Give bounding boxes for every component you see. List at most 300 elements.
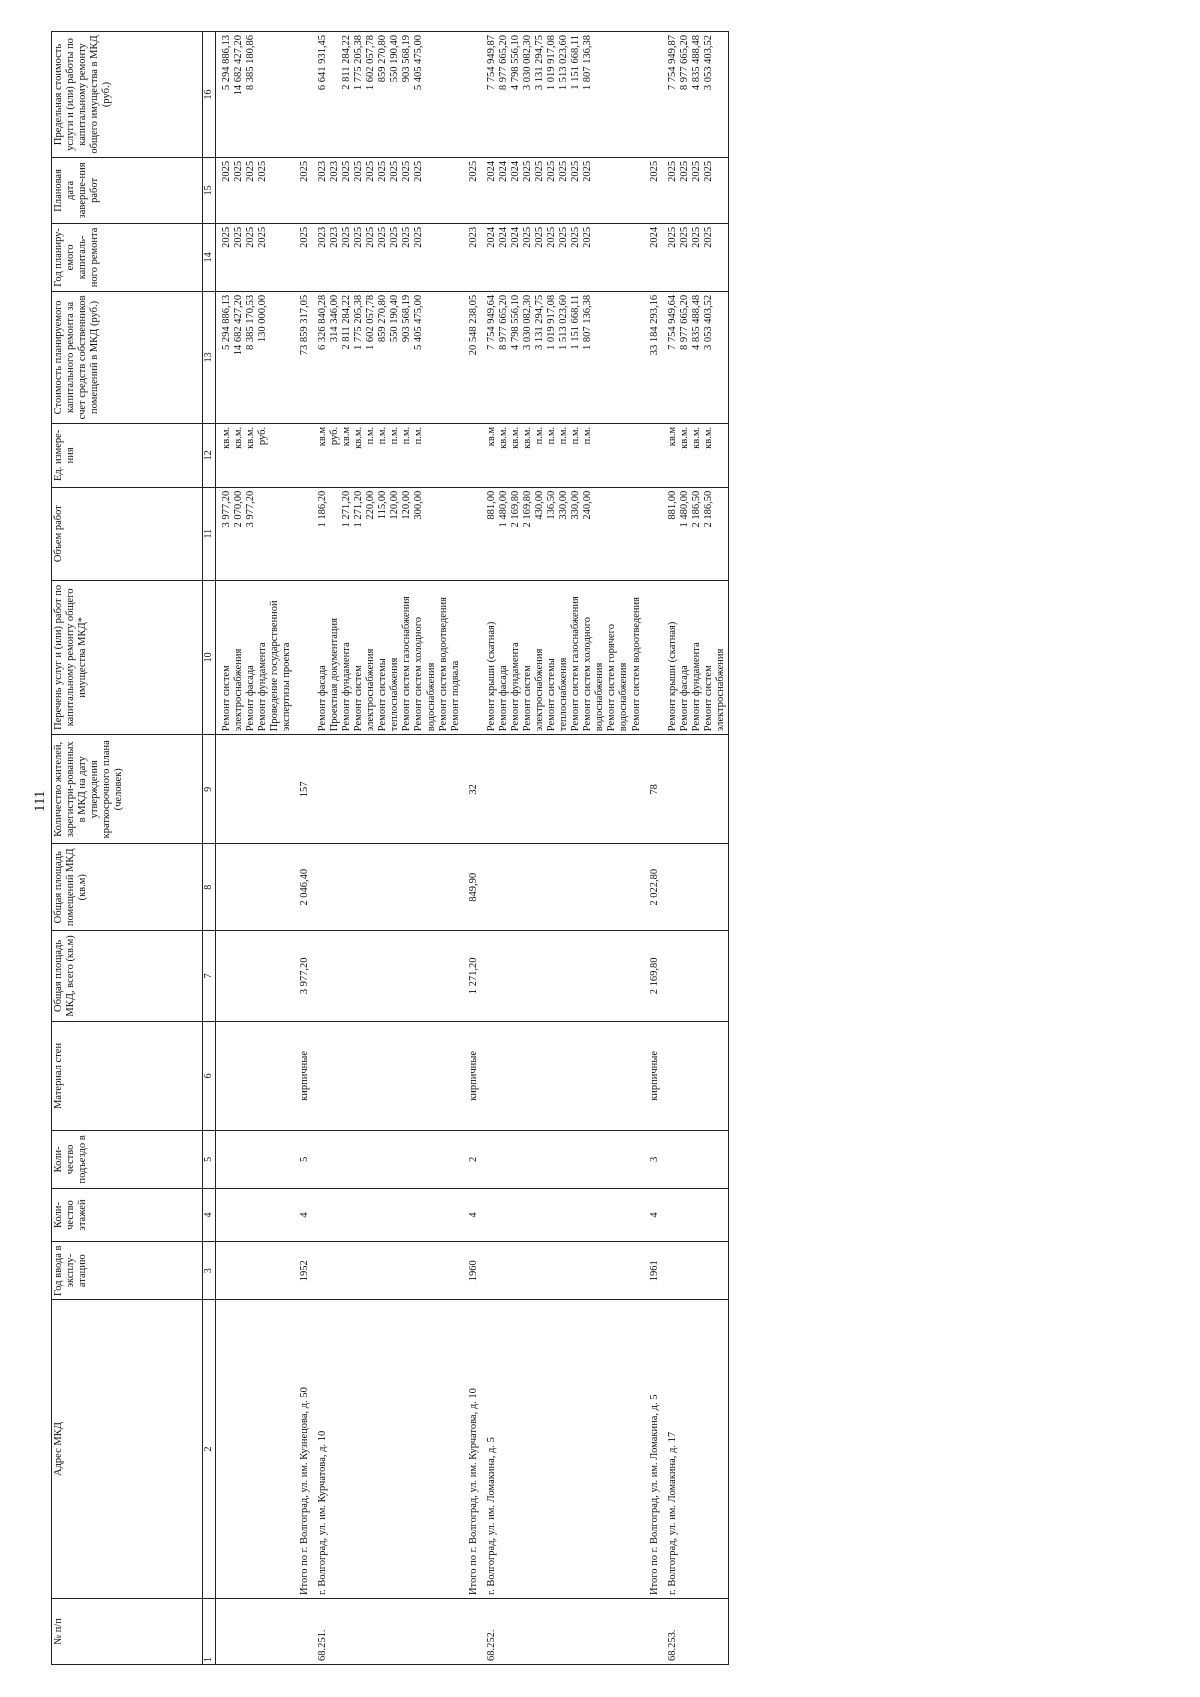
empty-cell bbox=[481, 1021, 644, 1130]
empty-cell bbox=[215, 931, 294, 1022]
area-total: 3 977,20 bbox=[294, 931, 312, 1022]
end-year: 2025 bbox=[582, 160, 594, 182]
limit-value: 2 811 284,22 bbox=[341, 35, 353, 90]
unit-value: кв.м. bbox=[220, 426, 232, 449]
cost-value: 1 807 136,38 bbox=[582, 294, 594, 351]
wall-material: кирпичные bbox=[463, 1021, 481, 1130]
limit-value: 4 798 556,10 bbox=[509, 35, 521, 91]
repair-year: 2025 bbox=[690, 226, 702, 248]
cost-value: 1 019 917,08 bbox=[546, 294, 558, 351]
volume-value: 115,00 bbox=[377, 490, 389, 520]
column-number-15: 15 bbox=[203, 157, 216, 223]
floors: 4 bbox=[463, 1188, 481, 1242]
volume-value: 1 271,20 bbox=[341, 490, 353, 528]
limit bbox=[294, 32, 312, 158]
repair-year-cell bbox=[215, 223, 294, 291]
wall-material: кирпичные bbox=[294, 1021, 312, 1130]
residents: 78 bbox=[644, 735, 662, 844]
unit-value: кв.м bbox=[485, 426, 497, 447]
unit-value: п.м. bbox=[377, 426, 389, 445]
end-year: 2025 bbox=[365, 160, 377, 182]
floors: 4 bbox=[294, 1188, 312, 1242]
area-total: 1 271,20 bbox=[463, 931, 481, 1022]
cost-value: 903 568,19 bbox=[401, 294, 413, 343]
limit-value: 903 568,19 bbox=[401, 35, 413, 83]
work-item: Ремонт систем горячего водоснабжения bbox=[606, 624, 630, 732]
limit-value: 4 835 488,48 bbox=[690, 35, 702, 91]
repair-year: 2025 bbox=[244, 226, 256, 248]
column-header-1: № п/п bbox=[52, 1599, 203, 1665]
work-item: Ремонт систем холодного водоснабжения bbox=[413, 616, 437, 732]
total-label: Итого по г. Волгоград, ул. им. Кузнецова, д. 50 bbox=[294, 1300, 312, 1599]
total-cost: 33 184 293,16 bbox=[644, 291, 662, 423]
repair-year: 2025 bbox=[220, 226, 232, 248]
total-label: Итого по г. Волгоград, ул. им. Ломакина, д. 5 bbox=[644, 1300, 662, 1599]
year-built: 1960 bbox=[463, 1242, 481, 1300]
repair-year: 2025 bbox=[256, 226, 268, 248]
limit-value-cell bbox=[662, 32, 729, 158]
work-item: Ремонт системы теплоснабжения bbox=[377, 657, 401, 732]
cost-value: 3 131 294,75 bbox=[534, 294, 545, 351]
unit-value-cell bbox=[312, 423, 463, 487]
work-item: Ремонт фундамента bbox=[509, 642, 521, 732]
row-number bbox=[644, 1599, 662, 1665]
limit-value: 8 977 665,20 bbox=[678, 35, 690, 91]
empty-cell bbox=[215, 844, 294, 931]
work-item: Ремонт систем холодного водоснабжения bbox=[582, 616, 606, 732]
total-row bbox=[644, 32, 662, 1665]
limit-value: 1 513 023,60 bbox=[558, 35, 570, 91]
work-item: Ремонт систем электроснабжения bbox=[521, 648, 545, 732]
end-year: 2025 bbox=[244, 160, 256, 182]
end-year: 2025 bbox=[353, 160, 365, 182]
column-number-3: 3 bbox=[203, 1242, 216, 1300]
unit-value: руб. bbox=[329, 426, 340, 446]
cost-value: 314 346,00 bbox=[329, 294, 340, 343]
cost-value: 1 151 668,11 bbox=[570, 294, 582, 350]
row-number bbox=[215, 1599, 294, 1665]
volume-value: 881,00 bbox=[485, 490, 497, 520]
total-cost: 20 548 238,05 bbox=[463, 291, 481, 423]
repair-year: 2023 bbox=[329, 226, 340, 248]
residents: 32 bbox=[463, 735, 481, 844]
cost-value-cell bbox=[215, 291, 294, 423]
column-number-12: 12 bbox=[203, 423, 216, 487]
column-number-1: 1 bbox=[203, 1599, 216, 1665]
capital-repair-plan-page bbox=[51, 31, 1066, 1665]
volume-value: 2 186,50 bbox=[702, 490, 714, 528]
unit-value: п.м. bbox=[582, 426, 594, 445]
repair-year: 2025 bbox=[582, 226, 594, 248]
cost-value: 550 190,40 bbox=[389, 294, 401, 343]
unit bbox=[644, 423, 662, 487]
end-year: 2025 bbox=[678, 160, 690, 182]
volume bbox=[463, 487, 481, 580]
empty-cell bbox=[481, 1242, 644, 1300]
column-number-8: 8 bbox=[203, 844, 216, 931]
empty-cell bbox=[215, 1188, 294, 1242]
volume-value: 2 186,50 bbox=[690, 490, 702, 528]
column-header-10: Перечень услуг и (или) работ по капитальному ремонту общего имущества МКД* bbox=[52, 580, 203, 735]
address bbox=[215, 1300, 294, 1599]
end-year: 2025 bbox=[220, 160, 232, 182]
volume-value-cell bbox=[215, 487, 294, 580]
column-number-10: 10 bbox=[203, 580, 216, 735]
work-item: Ремонт фасада bbox=[244, 665, 256, 732]
work-item-cell bbox=[662, 580, 729, 735]
area-total: 2 169,80 bbox=[644, 931, 662, 1022]
cost-value: 3 030 082,30 bbox=[521, 294, 533, 351]
work-item: Ремонт систем газоснабжения bbox=[401, 596, 413, 732]
repair-year-cell bbox=[481, 223, 644, 291]
cost-value: 130 000,00 bbox=[256, 294, 268, 343]
area-rooms: 2 022,80 bbox=[644, 844, 662, 931]
volume-value: 1 480,00 bbox=[678, 490, 690, 528]
end-year: 2025 bbox=[521, 160, 533, 182]
end-year: 2025 bbox=[666, 160, 678, 182]
empty-cell bbox=[312, 931, 463, 1022]
work-item-cell bbox=[312, 580, 463, 735]
limit-value-cell bbox=[481, 32, 644, 158]
total-row bbox=[294, 32, 312, 1665]
column-number-7: 7 bbox=[203, 931, 216, 1022]
repair-year: 2025 bbox=[702, 226, 714, 248]
empty-cell bbox=[481, 844, 644, 931]
volume-value: 3 977,20 bbox=[220, 490, 232, 528]
cost-value: 5 405 475,00 bbox=[413, 294, 425, 351]
repair-year: 2023 bbox=[316, 226, 328, 248]
unit-value: кв.м. bbox=[690, 426, 702, 449]
total-row bbox=[463, 32, 481, 1665]
limit-value: 7 754 949,87 bbox=[666, 35, 678, 91]
limit-value: 6 641 931,45 bbox=[316, 35, 328, 91]
empty-cell bbox=[481, 931, 644, 1022]
unit-value: п.м. bbox=[546, 426, 558, 445]
volume-value: 881,00 bbox=[666, 490, 678, 520]
unit-value: п.м. bbox=[401, 426, 413, 445]
unit-value: п.м. bbox=[413, 426, 425, 445]
empty-cell bbox=[312, 1021, 463, 1130]
cost-value: 1 513 023,60 bbox=[558, 294, 570, 351]
volume-value bbox=[329, 491, 341, 577]
repair-year: 2025 bbox=[521, 226, 533, 248]
end-year: 2025 bbox=[413, 160, 425, 182]
empty-cell bbox=[215, 1131, 294, 1189]
repair-year: 2025 bbox=[678, 226, 690, 248]
empty-cell bbox=[312, 1242, 463, 1300]
entrances: 3 bbox=[644, 1131, 662, 1189]
limit-value: 3 053 403,52 bbox=[702, 35, 714, 91]
column-number-14: 14 bbox=[203, 223, 216, 291]
empty-cell bbox=[481, 735, 644, 844]
work-item: Ремонт крыши (скатная) bbox=[666, 621, 678, 732]
row-number bbox=[463, 1599, 481, 1665]
column-number-5: 5 bbox=[203, 1131, 216, 1189]
column-number-2: 2 bbox=[203, 1300, 216, 1599]
total-year: 2025 bbox=[294, 223, 312, 291]
address: г. Волгоград, ул. им. Курчатова, д. 10 bbox=[312, 1300, 463, 1599]
column-header-5: Коли-чество подъездо в bbox=[52, 1131, 203, 1189]
limit-value: 1 151 668,11 bbox=[570, 35, 582, 90]
limit-value: 3 131 294,75 bbox=[534, 35, 545, 91]
cost-value: 7 754 949,64 bbox=[666, 294, 678, 351]
work-item: Проектная документация bbox=[329, 618, 340, 732]
repair-year: 2025 bbox=[558, 226, 570, 248]
cost-value: 1 602 057,78 bbox=[365, 294, 377, 351]
limit-value: 14 682 427,20 bbox=[232, 35, 244, 96]
unit-value: руб. bbox=[256, 426, 268, 446]
entrances: 5 bbox=[294, 1131, 312, 1189]
limit-value: 1 019 917,08 bbox=[546, 35, 558, 91]
limit bbox=[644, 32, 662, 158]
column-header-9: Количество жителей, зарегистри-рованных в МКД на дату утверждения краткосрочного плана (человек) bbox=[52, 735, 203, 844]
cost-value-cell bbox=[312, 291, 463, 423]
unit-value: кв.м. bbox=[521, 426, 533, 449]
empty-cell bbox=[662, 1021, 729, 1130]
work-item: Ремонт фундамента bbox=[256, 642, 268, 732]
end-year-cell bbox=[481, 157, 644, 223]
empty-cell bbox=[662, 931, 729, 1022]
empty-cell bbox=[481, 1188, 644, 1242]
wall-material: кирпичные bbox=[644, 1021, 662, 1130]
volume-value-cell bbox=[662, 487, 729, 580]
limit-value: 1 807 136,38 bbox=[582, 35, 594, 91]
repair-year: 2025 bbox=[353, 226, 365, 248]
repair-year: 2024 bbox=[497, 226, 509, 248]
volume-value: 120,00 bbox=[389, 490, 401, 520]
address: г. Волгоград, ул. им. Ломакина, д. 17 bbox=[662, 1300, 729, 1599]
cost-value: 5 294 886,13 bbox=[220, 294, 232, 351]
work-item: Ремонт систем электроснабжения bbox=[702, 648, 726, 732]
unit-value: кв.м. bbox=[678, 426, 690, 449]
volume-value: 1 480,00 bbox=[497, 490, 509, 528]
empty-cell bbox=[662, 1242, 729, 1300]
limit-value: 1 602 057,78 bbox=[365, 35, 377, 91]
limit-value: 3 030 082,30 bbox=[521, 35, 533, 91]
column-number-13: 13 bbox=[203, 291, 216, 423]
volume-value: 330,00 bbox=[558, 490, 570, 520]
column-header-8: Общая площадь помещений МКД (кв.м) bbox=[52, 844, 203, 931]
repair-year: 2025 bbox=[365, 226, 377, 248]
total-year: 2023 bbox=[463, 223, 481, 291]
cost-value: 859 270,80 bbox=[377, 294, 389, 343]
column-number-11: 11 bbox=[203, 487, 216, 580]
end-year: 2024 bbox=[485, 160, 497, 182]
limit-value: 1 775 205,38 bbox=[353, 35, 365, 91]
cost-value: 2 811 284,22 bbox=[341, 294, 353, 350]
empty-cell bbox=[215, 1242, 294, 1300]
work-item-cell bbox=[215, 580, 294, 735]
cost-value: 4 798 556,10 bbox=[509, 294, 521, 351]
end-year: 2023 bbox=[329, 160, 340, 182]
cost-value: 4 835 488,48 bbox=[690, 294, 702, 351]
end-year: 2025 bbox=[534, 160, 545, 182]
volume-value: 1 271,20 bbox=[353, 490, 365, 528]
work-item: Ремонт систем водоотведения bbox=[437, 597, 449, 732]
end-year: 2025 bbox=[256, 160, 268, 182]
column-header-15: Плановая дата заверше-ния работ bbox=[52, 157, 203, 223]
repair-year: 2025 bbox=[546, 226, 558, 248]
repair-year: 2025 bbox=[570, 226, 582, 248]
repair-year: 2025 bbox=[413, 226, 425, 248]
floors: 4 bbox=[644, 1188, 662, 1242]
total-cost: 73 859 317,05 bbox=[294, 291, 312, 423]
end-year: 2025 bbox=[232, 160, 244, 182]
empty-cell bbox=[312, 1188, 463, 1242]
row-number bbox=[294, 1599, 312, 1665]
total-label: Итого по г. Волгоград, ул. им. Курчатова, д. 10 bbox=[463, 1300, 481, 1599]
work-item: Ремонт подвала bbox=[449, 660, 461, 732]
work-item: Ремонт фундамента bbox=[690, 642, 702, 732]
empty-cell bbox=[662, 735, 729, 844]
total-end: 2025 bbox=[294, 157, 312, 223]
column-number-6: 6 bbox=[203, 1021, 216, 1130]
work-item: Ремонт систем газоснабжения bbox=[570, 596, 582, 732]
work-item: Ремонт фасада bbox=[316, 665, 328, 732]
work-item: Ремонт систем электроснабжения bbox=[220, 648, 244, 732]
volume-value: 120,00 bbox=[401, 490, 413, 520]
unit-value: п.м. bbox=[365, 426, 377, 445]
empty-cell bbox=[662, 1188, 729, 1242]
volume-value-cell bbox=[481, 487, 644, 580]
unit-value: кв.м bbox=[666, 426, 678, 447]
end-year-cell bbox=[662, 157, 729, 223]
works bbox=[294, 580, 312, 735]
unit-value-cell bbox=[481, 423, 644, 487]
column-header-16: Предельная стоимость услуги и (или) работы по капитальному ремонту общего имущества в МКД (руб.) bbox=[52, 32, 203, 158]
table-row bbox=[215, 32, 294, 1665]
cost-value: 1 775 205,38 bbox=[353, 294, 365, 351]
volume-value: 2 169,80 bbox=[521, 490, 533, 528]
repair-year: 2025 bbox=[389, 226, 401, 248]
volume-value: 2 169,80 bbox=[509, 490, 521, 528]
area-rooms: 2 046,40 bbox=[294, 844, 312, 931]
works bbox=[463, 580, 481, 735]
limit bbox=[463, 32, 481, 158]
cost-value: 8 385 170,53 bbox=[244, 294, 256, 351]
column-header-3: Год ввода в эксплу-атацию bbox=[52, 1242, 203, 1300]
table-row bbox=[662, 32, 729, 1665]
limit-value: 550 190,40 bbox=[389, 35, 401, 83]
empty-cell bbox=[215, 735, 294, 844]
unit-value: п.м. bbox=[558, 426, 570, 445]
work-item: Ремонт фасада bbox=[497, 665, 509, 732]
row-number: 68.251. bbox=[312, 1599, 463, 1665]
empty-cell bbox=[312, 1131, 463, 1189]
repair-year: 2024 bbox=[485, 226, 497, 248]
column-header-11: Объем работ bbox=[52, 487, 203, 580]
limit-value: 8 977 665,20 bbox=[497, 35, 509, 91]
address: г. Волгоград, ул. им. Ломакина, д. 5 bbox=[481, 1300, 644, 1599]
works bbox=[644, 580, 662, 735]
column-header-2: Адрес МКД bbox=[52, 1300, 203, 1599]
area-rooms: 849,90 bbox=[463, 844, 481, 931]
cost-value: 6 326 840,28 bbox=[316, 294, 328, 351]
cost-value-cell bbox=[662, 291, 729, 423]
column-header-12: Ед. измере-ния bbox=[52, 423, 203, 487]
total-year: 2024 bbox=[644, 223, 662, 291]
unit-value: кв.м bbox=[316, 426, 328, 447]
unit-value: п.м. bbox=[389, 426, 401, 445]
column-header-13: Стоимость планируемого капитального ремонта за счет средств собственников помещений в МКД (руб.) bbox=[52, 291, 203, 423]
repair-year: 2025 bbox=[666, 226, 678, 248]
limit-value: 859 270,80 bbox=[377, 35, 389, 83]
end-year: 2025 bbox=[558, 160, 570, 182]
unit-value: кв.м. bbox=[244, 426, 256, 449]
work-item: Ремонт системы теплоснабжения bbox=[546, 657, 570, 732]
column-header-6: Материал стен bbox=[52, 1021, 203, 1130]
end-year-cell bbox=[312, 157, 463, 223]
residents: 157 bbox=[294, 735, 312, 844]
cost-value-cell bbox=[481, 291, 644, 423]
unit-value: кв.м bbox=[341, 426, 353, 447]
column-header-14: Год планиру-емого капиталь-ного ремонта bbox=[52, 223, 203, 291]
volume bbox=[294, 487, 312, 580]
empty-cell bbox=[662, 844, 729, 931]
work-item: Проведение государственной экспертизы проекта bbox=[268, 600, 292, 732]
end-year: 2024 bbox=[509, 160, 521, 182]
repair-year-cell bbox=[662, 223, 729, 291]
entrances: 2 bbox=[463, 1131, 481, 1189]
year-built: 1952 bbox=[294, 1242, 312, 1300]
work-item: Ремонт фундамента bbox=[341, 642, 353, 732]
empty-cell bbox=[312, 735, 463, 844]
volume-value: 330,00 bbox=[570, 490, 582, 520]
end-year: 2025 bbox=[401, 160, 413, 182]
cost-value: 7 754 949,64 bbox=[485, 294, 497, 351]
repair-year: 2024 bbox=[509, 226, 521, 248]
end-year: 2023 bbox=[316, 160, 328, 182]
unit-value: кв.м. bbox=[232, 426, 244, 449]
column-header-4: Коли-чество этажей bbox=[52, 1188, 203, 1242]
volume bbox=[644, 487, 662, 580]
repair-year: 2025 bbox=[534, 226, 545, 248]
unit-value: кв.м. bbox=[353, 426, 365, 449]
work-item: Ремонт систем электроснабжения bbox=[353, 648, 377, 732]
limit-value-cell bbox=[215, 32, 294, 158]
work-item: Ремонт систем водоотведения bbox=[630, 597, 642, 732]
volume-value: 2 070,00 bbox=[232, 490, 244, 528]
capital-repair-table bbox=[51, 31, 729, 1665]
end-year: 2025 bbox=[377, 160, 389, 182]
column-header-7: Общая площадь МКД, всего (кв.м) bbox=[52, 931, 203, 1022]
column-number-16: 16 bbox=[203, 32, 216, 158]
end-year-cell bbox=[215, 157, 294, 223]
limit-value-cell bbox=[312, 32, 463, 158]
year-built: 1961 bbox=[644, 1242, 662, 1300]
empty-cell bbox=[481, 1131, 644, 1189]
cost-value: 14 682 427,20 bbox=[232, 294, 244, 356]
end-year: 2025 bbox=[702, 160, 714, 182]
cost-value: 8 977 665,20 bbox=[497, 294, 509, 351]
end-year: 2025 bbox=[690, 160, 702, 182]
repair-year-cell bbox=[312, 223, 463, 291]
limit-value: 5 294 886,13 bbox=[220, 35, 232, 91]
end-year: 2024 bbox=[497, 160, 509, 182]
unit-value: п.м. bbox=[570, 426, 582, 445]
column-number-9: 9 bbox=[203, 735, 216, 844]
repair-year: 2025 bbox=[401, 226, 413, 248]
volume-value: 220,00 bbox=[365, 490, 377, 520]
total-end: 2025 bbox=[463, 157, 481, 223]
repair-year: 2025 bbox=[232, 226, 244, 248]
unit-value: кв.м. bbox=[497, 426, 509, 449]
unit-value: п.м. bbox=[534, 426, 545, 445]
end-year: 2025 bbox=[546, 160, 558, 182]
unit bbox=[463, 423, 481, 487]
table-row bbox=[481, 32, 644, 1665]
row-number: 68.253. bbox=[662, 1599, 729, 1665]
